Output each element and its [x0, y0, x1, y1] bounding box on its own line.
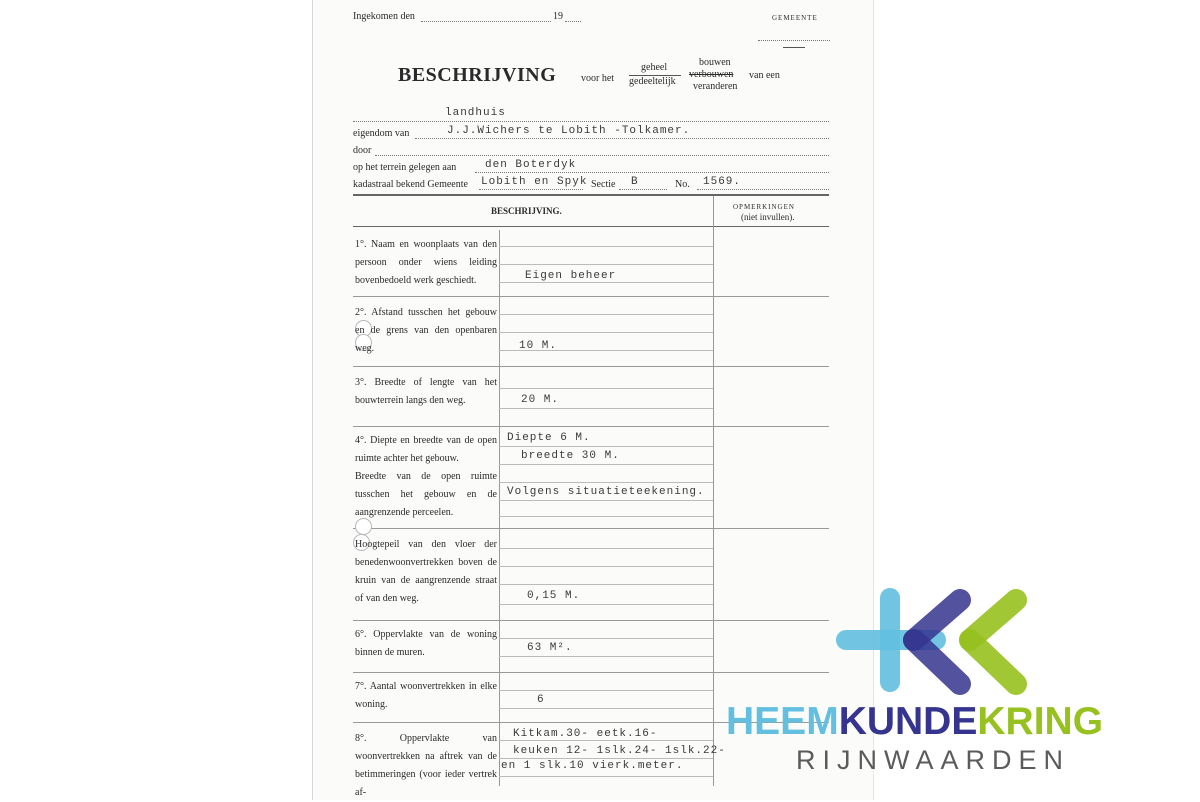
- year-line: [565, 21, 581, 22]
- table-top-rule: [353, 194, 829, 196]
- sectie-value: B: [631, 176, 639, 188]
- answer-8-line3: en 1 slk.10 vierk.meter.: [501, 760, 684, 772]
- question-7: 7°. Aantal woonvertrekken in elke woning.: [355, 681, 497, 710]
- answer-rule: [499, 584, 713, 585]
- answer-1: Eigen beheer: [525, 270, 617, 282]
- ingekomen-label: Ingekomen den: [353, 11, 415, 22]
- answer-4-breedte: breedte 30 M.: [521, 450, 620, 462]
- answer-3: 20 M.: [521, 394, 560, 406]
- answer-rule: [499, 604, 713, 605]
- gemeente-label: GEMEENTE: [772, 14, 818, 22]
- row-divider: [353, 366, 829, 367]
- gedeeltelijk-text: gedeeltelijk: [629, 76, 676, 87]
- answer-rule: [499, 656, 713, 657]
- row-divider: [353, 528, 829, 529]
- answer-rule: [499, 408, 713, 409]
- no-label: No.: [675, 179, 690, 190]
- bouwen-text: bouwen: [699, 57, 731, 68]
- row-divider: [353, 296, 829, 297]
- answer-6: 63 M².: [527, 642, 573, 654]
- year-prefix: 19: [553, 11, 563, 22]
- answer-rule: [499, 264, 713, 265]
- terrein-line: [475, 172, 829, 173]
- row-divider: [353, 426, 829, 427]
- terrein-value: den Boterdyk: [485, 159, 577, 171]
- question-4b: Breedte van de open ruimte tusschen het gebouw en de aangrenzende perceelen.: [355, 471, 497, 518]
- ingekomen-date-line: [421, 21, 551, 22]
- question-5: Hoogtepeil van den vloer der benedenwoonvertrekken boven de kruin van de aangrenzende straat of van den weg.: [355, 539, 497, 604]
- answer-rule: [499, 690, 713, 691]
- col-opmerkingen-sub: (niet invullen).: [741, 212, 795, 222]
- sectie-line: [619, 189, 667, 190]
- heemkundekring-logo: [720, 580, 1160, 790]
- answer-rule: [499, 464, 713, 465]
- opmerkingen-divider: [713, 196, 714, 786]
- veranderen-text: veranderen: [693, 81, 738, 92]
- logo-mark-icon: [720, 580, 1160, 700]
- eigendom-value: J.J.Wichers te Lobith -Tolkamer.: [447, 125, 691, 137]
- answer-rule: [499, 740, 713, 741]
- answer-rule: [499, 314, 713, 315]
- col-beschrijving-header: BESCHRIJVING.: [491, 206, 562, 216]
- table-header-rule: [353, 226, 829, 227]
- question-1: 1°. Naam en woonplaats van den persoon onder wiens leiding bovenbedoeld werk geschiedt.: [355, 239, 497, 286]
- kadastraal-label: kadastraal bekend Gemeente: [353, 179, 468, 190]
- answer-rule: [499, 776, 713, 777]
- gemeente-mark: [783, 47, 805, 48]
- question-4: 4°. Diepte en breedte van de open ruimte achter het gebouw.: [355, 435, 497, 464]
- object-value: landhuis: [445, 107, 506, 119]
- answer-rule: [499, 482, 713, 483]
- col-opmerkingen-header: OPMERKINGEN: [733, 203, 795, 211]
- door-label: door: [353, 145, 372, 156]
- verbouwen-text: verbouwen: [689, 69, 734, 80]
- van-een-text: van een: [749, 70, 780, 81]
- logo-text-rijnwaarden: RIJNWAARDEN: [796, 745, 1071, 775]
- answer-7: 6: [537, 694, 545, 706]
- voor-het-text: voor het: [581, 73, 615, 84]
- logo-text-heemkundekring: HEEMKUNDEKRING: [726, 700, 1104, 743]
- answer-rule: [499, 446, 713, 447]
- gemeente-line: [758, 40, 830, 41]
- no-value: 1569.: [703, 176, 742, 188]
- eigendom-line: [415, 138, 829, 139]
- answer-rule: [499, 708, 713, 709]
- question-6: 6°. Oppervlakte van de woning binnen de muren.: [355, 629, 497, 658]
- answer-4b: Volgens situatieteekening.: [507, 486, 705, 498]
- gemeente-value: Lobith en Spyk: [481, 176, 588, 188]
- question-8: 8°. Oppervlakte van woonvertrekken na aftrek van de betimmeringen (voor ieder vertrek af-: [355, 733, 497, 798]
- answer-rule: [499, 282, 713, 283]
- question-2: 2°. Afstand tusschen het gebouw en de grens van den openbaren weg.: [355, 307, 497, 354]
- answer-4-diepte: Diepte 6 M.: [507, 432, 591, 444]
- answer-rule: [499, 548, 713, 549]
- answer-rule: [499, 638, 713, 639]
- answer-rule: [499, 332, 713, 333]
- answer-8-line1: Kitkam.30- eetk.16-: [513, 728, 658, 740]
- answer-rule: [499, 566, 713, 567]
- answer-rule: [499, 758, 713, 759]
- sectie-label: Sectie: [591, 179, 616, 190]
- object-line: [353, 121, 829, 122]
- answer-rule: [499, 500, 713, 501]
- door-line: [375, 155, 829, 156]
- gemeente-value-line: [479, 189, 583, 190]
- no-line: [697, 189, 829, 190]
- eigendom-label: eigendom van: [353, 128, 410, 139]
- terrein-label: op het terrein gelegen aan: [353, 162, 457, 173]
- doc-title: BESCHRIJVING: [398, 64, 557, 86]
- answer-rule: [499, 246, 713, 247]
- answer-8-line2: keuken 12- 1slk.24- 1slk.22-: [513, 745, 726, 757]
- question-3: 3°. Breedte of lengte van het bouwterrein langs den weg.: [355, 377, 497, 406]
- geheel-text: geheel: [641, 62, 668, 73]
- answer-5: 0,15 M.: [527, 590, 581, 602]
- answer-2: 10 M.: [519, 340, 558, 352]
- answer-rule: [499, 516, 713, 517]
- answer-rule: [499, 388, 713, 389]
